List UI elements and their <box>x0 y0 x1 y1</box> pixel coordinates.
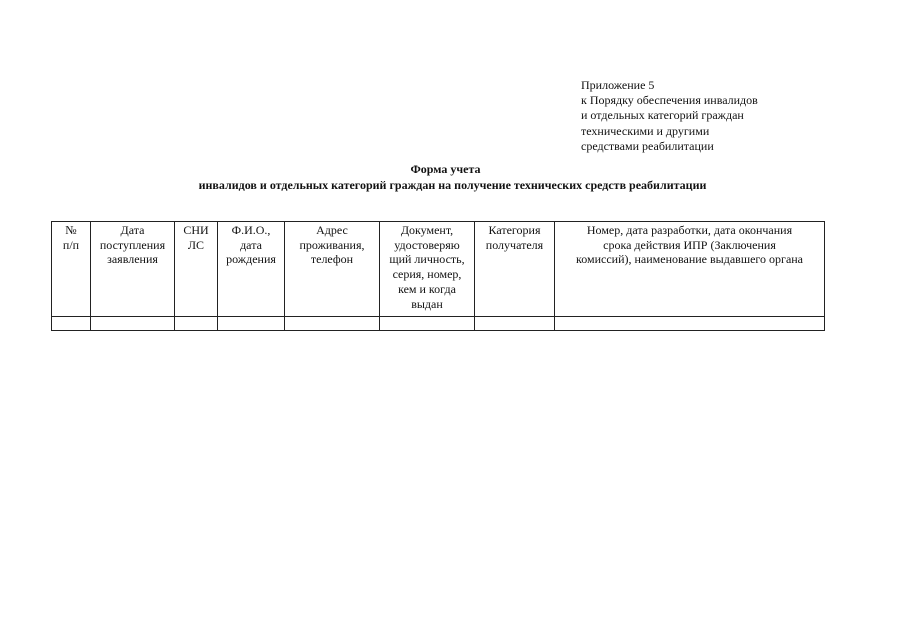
header-recipient-category-line: Категория <box>488 223 541 237</box>
header-identity-document-line: удостоверяю <box>394 237 460 252</box>
header-fio-line: рождения <box>226 252 276 267</box>
header-snils-line: ЛС <box>187 237 205 252</box>
header-recipient-category <box>475 222 555 317</box>
header-address-line: телефон <box>310 252 354 267</box>
form-title-line1: Форма учета <box>410 162 481 176</box>
header-ipr-details-line: срока действия ИПР (Заключения <box>603 237 776 252</box>
header-ipr-details-line: Номер, дата разработки, дата окончания <box>586 223 793 237</box>
appendix-note <box>581 78 758 154</box>
table-cell-address[interactable] <box>285 317 380 331</box>
header-application-date-line: поступления <box>99 237 166 252</box>
header-snils <box>175 222 218 317</box>
header-identity-document-line: Документ, <box>400 223 454 237</box>
header-fio-line: Ф.И.О., <box>231 223 271 237</box>
table-cell-number[interactable] <box>52 317 91 331</box>
table-cell-application-date[interactable] <box>91 317 175 331</box>
table-cell-fio[interactable] <box>218 317 285 331</box>
header-application-date-line: заявления <box>107 252 158 267</box>
header-number-line: № <box>65 223 77 237</box>
header-address <box>285 222 380 317</box>
header-fio-line: дата <box>240 237 262 252</box>
table-cell-recipient-category[interactable] <box>475 317 555 331</box>
header-address-line: проживания, <box>299 237 365 252</box>
form-title-line2: инвалидов и отдельных категорий граждан на получение технических средств реабилитации <box>198 178 707 192</box>
header-application-date <box>91 222 175 317</box>
header-snils-line: СНИ <box>183 223 209 237</box>
table-cell-ipr-details[interactable] <box>555 317 825 331</box>
header-identity-document-line: выдан <box>411 296 443 311</box>
table-header-row <box>52 222 825 317</box>
header-number <box>52 222 91 317</box>
table-row <box>52 317 825 331</box>
appendix-line: Приложение 5 <box>581 78 655 92</box>
registration-table <box>51 221 825 331</box>
form-title <box>0 161 905 193</box>
header-address-line: Адрес <box>316 223 348 237</box>
appendix-line: средствами реабилитации <box>581 138 714 153</box>
header-fio <box>218 222 285 317</box>
header-identity-document <box>380 222 475 317</box>
appendix-line: и отдельных категорий граждан <box>581 108 744 123</box>
header-recipient-category-line: получателя <box>485 237 544 252</box>
header-application-date-line: Дата <box>120 223 145 237</box>
table-cell-identity-document[interactable] <box>380 317 475 331</box>
header-identity-document-line: щий личность, <box>389 252 465 267</box>
header-ipr-details-line: комиссий), наименование выдавшего органа <box>575 252 804 267</box>
header-identity-document-line: кем и когда <box>398 281 456 296</box>
header-identity-document-line: серия, номер, <box>392 267 462 282</box>
header-number-line: п/п <box>62 237 80 252</box>
appendix-line: техническими и другими <box>581 123 710 138</box>
appendix-line: к Порядку обеспечения инвалидов <box>581 93 758 108</box>
table-cell-snils[interactable] <box>175 317 218 331</box>
header-ipr-details <box>555 222 825 317</box>
